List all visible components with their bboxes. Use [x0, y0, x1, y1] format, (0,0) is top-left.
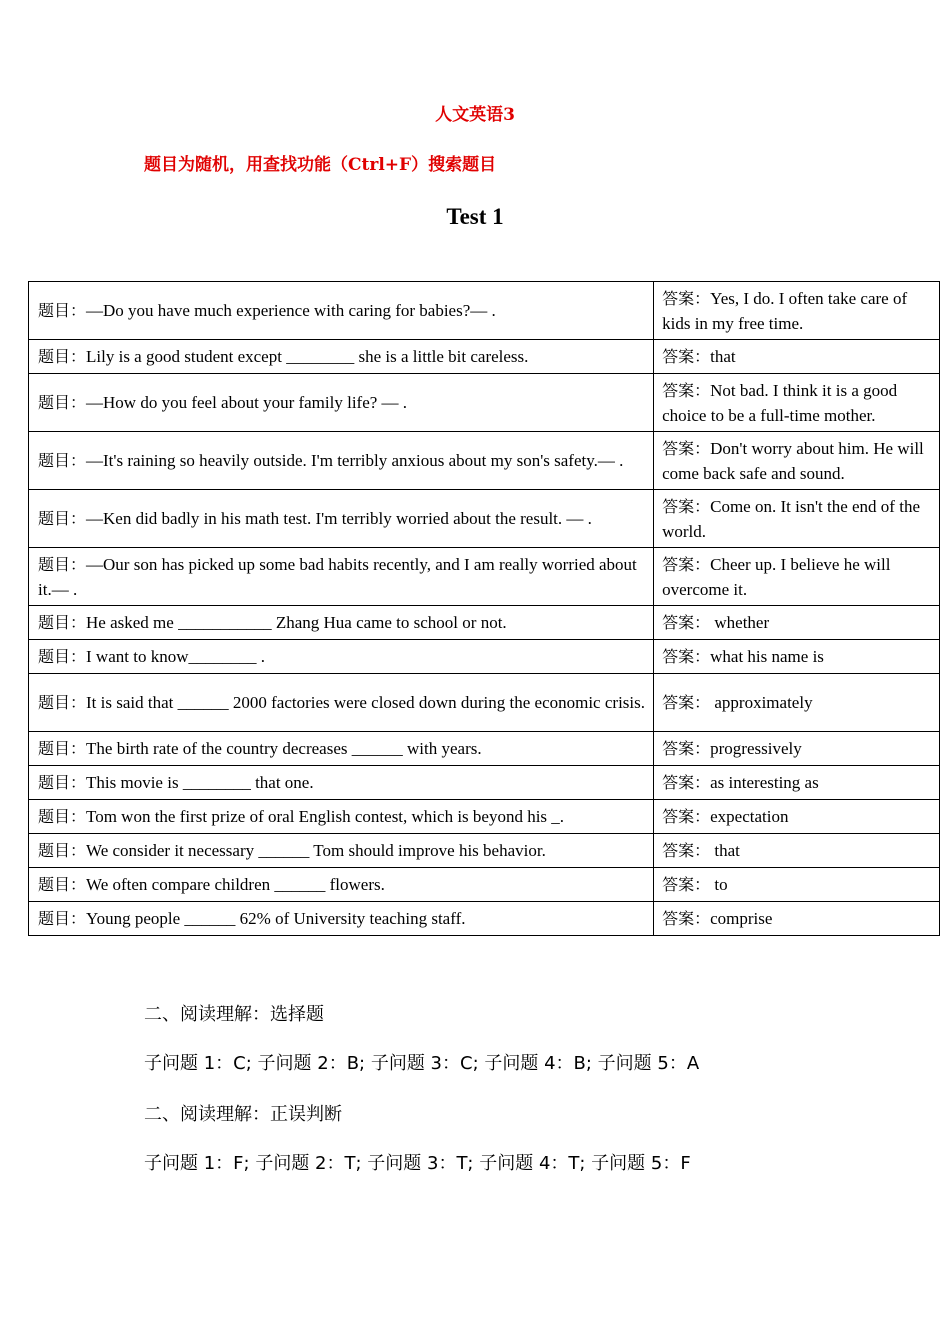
- question-label: 题目：: [38, 347, 87, 366]
- question-cell: [29, 374, 654, 432]
- question-text: —Our son has picked up some bad habits recently, and I am really worried about it.— .: [38, 554, 637, 599]
- answer-label: 答案：: [662, 613, 711, 632]
- answer-text: Come on. It isn't the end of the world.: [662, 496, 920, 541]
- question-cell: [29, 282, 654, 340]
- answer-label: 答案：: [662, 347, 711, 366]
- question-cell: [29, 800, 654, 834]
- answer-cell: [654, 548, 940, 606]
- question-cell: [29, 834, 654, 868]
- answer-text: what his name is: [710, 647, 824, 666]
- section-answers-choice: 子问题 1：C; 子问题 2：B; 子问题 3：C; 子问题 4：B; 子问题 5：A: [144, 1053, 700, 1074]
- answer-cell: [654, 374, 940, 432]
- course-title: 人文英语3: [435, 105, 515, 125]
- question-cell: [29, 902, 654, 936]
- table-row: [29, 834, 940, 868]
- answer-text: Yes, I do. I often take care of kids in my free time.: [662, 288, 908, 333]
- question-text: The birth rate of the country decreases ______ with years.: [86, 739, 482, 758]
- table-row: [29, 340, 940, 374]
- question-label: 题目：: [38, 393, 87, 412]
- answer-cell: [654, 282, 940, 340]
- question-cell: [29, 548, 654, 606]
- question-cell: [29, 766, 654, 800]
- question-text: I want to know________ .: [86, 647, 265, 666]
- answer-cell: [654, 432, 940, 490]
- answer-cell: [654, 800, 940, 834]
- answer-label: 答案：: [662, 554, 711, 574]
- answer-text: Not bad. I think it is a good choice to be a full-time mother.: [662, 380, 898, 425]
- answer-text: as interesting as: [710, 773, 819, 792]
- question-cell: [29, 340, 654, 374]
- question-label: 题目：: [38, 739, 87, 758]
- table-row: [29, 800, 940, 834]
- answer-text: Don't worry about him. He will come back safe and sound.: [662, 438, 924, 483]
- answer-label: 答案：: [662, 909, 711, 928]
- section-answers-truefalse: 子问题 1：F; 子问题 2：T; 子问题 3：T; 子问题 4：T; 子问题 5：F: [144, 1153, 691, 1174]
- question-label: 题目：: [38, 554, 87, 574]
- answer-label: 答案：: [662, 875, 711, 894]
- question-label: 题目：: [38, 693, 87, 712]
- answer-cell: [654, 674, 940, 732]
- question-cell: [29, 868, 654, 902]
- question-cell: [29, 490, 654, 548]
- answer-text: to: [710, 875, 728, 894]
- answer-label: 答案：: [662, 496, 711, 516]
- question-text: Young people ______ 62% of University teaching staff.: [86, 909, 466, 928]
- table-row: [29, 674, 940, 732]
- answer-label: 答案：: [662, 739, 711, 758]
- answer-text: approximately: [710, 693, 813, 712]
- answer-text: Cheer up. I believe he will overcome it.: [662, 554, 891, 599]
- question-cell: [29, 732, 654, 766]
- question-label: 题目：: [38, 613, 87, 632]
- answer-cell: [654, 902, 940, 936]
- answer-text: that: [710, 347, 736, 366]
- question-text: Lily is a good student except ________ she is a little bit careless.: [86, 347, 529, 366]
- table-row: [29, 766, 940, 800]
- section-title-choice: 二、阅读理解：选择题: [144, 1004, 324, 1025]
- answer-text: comprise: [710, 909, 773, 928]
- question-label: 题目：: [38, 875, 87, 894]
- answer-cell: [654, 732, 940, 766]
- qa-table: [28, 281, 940, 936]
- table-row: [29, 548, 940, 606]
- table-row: [29, 902, 940, 936]
- table-row: [29, 374, 940, 432]
- question-label: 题目：: [38, 509, 87, 528]
- question-label: 题目：: [38, 807, 87, 826]
- section-title-truefalse: 二、阅读理解：正误判断: [144, 1104, 342, 1125]
- question-cell: [29, 674, 654, 732]
- table-row: [29, 490, 940, 548]
- answer-cell: [654, 640, 940, 674]
- question-text: —It's raining so heavily outside. I'm terribly anxious about my son's safety.— .: [86, 451, 624, 470]
- test-title: Test 1: [446, 204, 504, 229]
- answer-text: whether: [710, 613, 770, 632]
- answer-label: 答案：: [662, 841, 711, 860]
- question-text: He asked me ___________ Zhang Hua came to school or not.: [86, 613, 507, 632]
- answer-label: 答案：: [662, 288, 711, 308]
- answer-label: 答案：: [662, 773, 711, 792]
- answer-cell: [654, 868, 940, 902]
- question-label: 题目：: [38, 841, 87, 860]
- question-text: —Do you have much experience with caring for babies?— .: [86, 301, 496, 320]
- question-text: We often compare children ______ flowers.: [86, 875, 385, 894]
- question-label: 题目：: [38, 909, 87, 928]
- answer-text: expectation: [710, 807, 789, 826]
- table-row: [29, 606, 940, 640]
- answer-cell: [654, 606, 940, 640]
- answer-cell: [654, 490, 940, 548]
- question-text: We consider it necessary ______ Tom should improve his behavior.: [86, 841, 546, 860]
- question-label: 题目：: [38, 451, 87, 470]
- question-text: —How do you feel about your family life? — .: [86, 393, 408, 412]
- table-row: [29, 640, 940, 674]
- answer-cell: [654, 340, 940, 374]
- table-row: [29, 282, 940, 340]
- question-label: 题目：: [38, 647, 87, 666]
- question-text: —Ken did badly in his math test. I'm terribly worried about the result. — .: [86, 509, 592, 528]
- answer-cell: [654, 766, 940, 800]
- search-hint: 题目为随机，用查找功能（Ctrl+F）搜索题目: [144, 155, 497, 175]
- answer-text: progressively: [710, 739, 802, 758]
- answer-cell: [654, 834, 940, 868]
- question-text: It is said that ______ 2000 factories were closed down during the economic crisis.: [86, 693, 645, 712]
- answer-label: 答案：: [662, 438, 711, 458]
- answer-text: that: [710, 841, 740, 860]
- table-row: [29, 868, 940, 902]
- question-cell: [29, 432, 654, 490]
- answer-label: 答案：: [662, 807, 711, 826]
- question-label: 题目：: [38, 773, 87, 792]
- question-label: 题目：: [38, 301, 87, 320]
- answer-label: 答案：: [662, 693, 711, 712]
- question-text: Tom won the first prize of oral English contest, which is beyond his _.: [86, 807, 565, 826]
- answer-label: 答案：: [662, 380, 711, 400]
- question-text: This movie is ________ that one.: [86, 773, 314, 792]
- table-row: [29, 732, 940, 766]
- question-cell: [29, 606, 654, 640]
- answer-label: 答案：: [662, 647, 711, 666]
- table-row: [29, 432, 940, 490]
- question-cell: [29, 640, 654, 674]
